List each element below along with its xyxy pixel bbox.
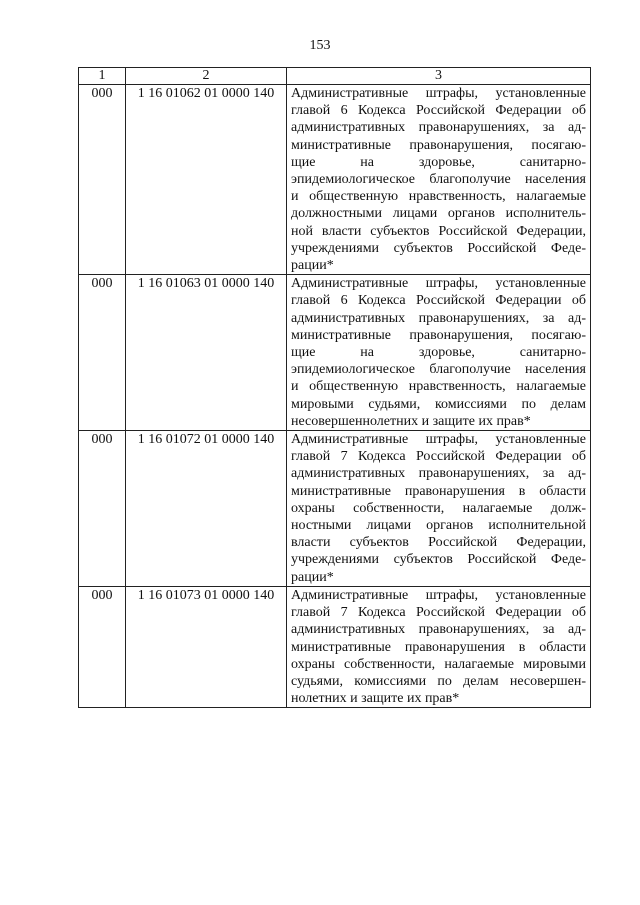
description-line: Административные штрафы, установленные: [291, 587, 586, 603]
page-number: 153: [309, 38, 331, 53]
description-line: административных правонарушениях, за ад-: [291, 310, 586, 326]
description-cell: [287, 275, 591, 431]
description-line: ностными лицами органов исполнительной: [291, 518, 586, 534]
admin-code-cell: 000: [79, 586, 126, 707]
description-line: административных правонарушениях, за ад-: [291, 622, 586, 638]
description-line: ной власти субъектов Российской Федерации,: [291, 223, 586, 239]
budget-classification-table: [78, 67, 591, 708]
description-line: главой 6 Кодекса Российской Федерации об: [291, 103, 586, 119]
description-line: Административные штрафы, установленные: [291, 432, 586, 448]
description-line: и общественную нравственность, налагаемые: [291, 379, 586, 395]
description-line: судьями, комиссиями по делам несовершен-: [291, 673, 586, 689]
table-row: [79, 586, 591, 707]
kbk-code-cell: 1 16 01062 01 0000 140: [126, 85, 287, 275]
kbk-code-cell: 1 16 01063 01 0000 140: [126, 275, 287, 431]
admin-code-cell: 000: [79, 431, 126, 587]
table-row: [79, 275, 591, 431]
description-line: нолетних и защите их прав*: [291, 691, 460, 707]
description-line: щие на здоровье, санитарно-: [291, 345, 586, 361]
description-line: охраны собственности, налагаемые долж-: [291, 500, 586, 516]
column-header-2: 2: [126, 68, 287, 85]
description-line: министративные правонарушения, посягаю-: [291, 137, 586, 153]
description-line: министративные правонарушения в области: [291, 483, 586, 499]
description-line: эпидемиологическое благополучие населения: [291, 362, 586, 378]
description-line: министративные правонарушения, посягаю-: [291, 327, 586, 343]
table-header-row: [79, 68, 591, 85]
description-line: и общественную нравственность, налагаемые: [291, 189, 586, 205]
description-line: рации*: [291, 258, 334, 274]
description-line: должностными лицами органов исполнитель-: [291, 206, 586, 222]
column-header-3: 3: [287, 68, 591, 85]
description-cell: [287, 431, 591, 587]
column-header-1: 1: [79, 68, 126, 85]
description-line: рации*: [291, 569, 334, 585]
description-line: несовершеннолетних и защите их прав*: [291, 413, 531, 429]
description-line: административных правонарушениях, за ад-: [291, 466, 586, 482]
table-body: [79, 85, 591, 708]
description-line: щие на здоровье, санитарно-: [291, 154, 586, 170]
description-line: главой 6 Кодекса Российской Федерации об: [291, 293, 586, 309]
description-line: охраны собственности, налагаемые мировыми: [291, 656, 586, 672]
description-line: эпидемиологическое благополучие населения: [291, 172, 586, 188]
description-cell: [287, 85, 591, 275]
description-line: административных правонарушениях, за ад-: [291, 120, 586, 136]
description-line: власти субъектов Российской Федерации,: [291, 535, 586, 551]
admin-code-cell: 000: [79, 275, 126, 431]
description-line: Административные штрафы, установленные: [291, 276, 586, 292]
admin-code-cell: 000: [79, 85, 126, 275]
description-line: Административные штрафы, установленные: [291, 86, 586, 101]
description-line: министративные правонарушения в области: [291, 639, 586, 655]
description-line: главой 7 Кодекса Российской Федерации об: [291, 449, 586, 465]
table-row: [79, 431, 591, 587]
table-row: [79, 85, 591, 275]
description-line: мировыми судьями, комиссиями по делам: [291, 396, 586, 412]
kbk-code-cell: 1 16 01072 01 0000 140: [126, 431, 287, 587]
description-cell: [287, 586, 591, 707]
description-line: главой 7 Кодекса Российской Федерации об: [291, 605, 586, 621]
description-line: учреждениями субъектов Российской Феде-: [291, 552, 586, 568]
kbk-code-cell: 1 16 01073 01 0000 140: [126, 586, 287, 707]
description-line: учреждениями субъектов Российской Феде-: [291, 240, 586, 256]
